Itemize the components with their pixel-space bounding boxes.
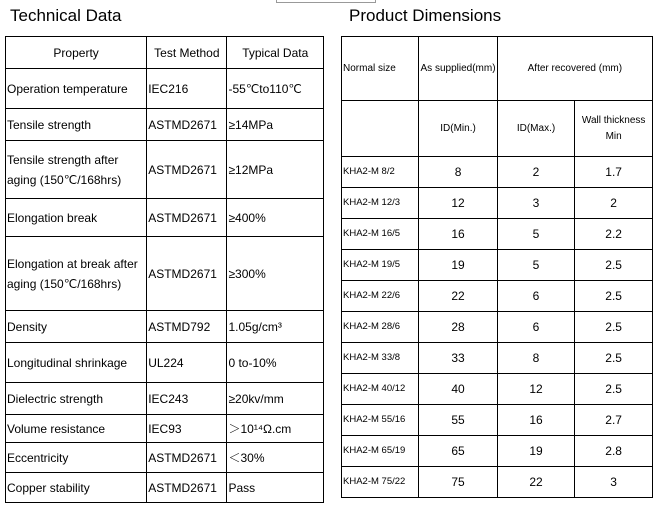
wall-cell: 2.5 — [575, 312, 653, 343]
id-max-cell: 19 — [497, 436, 575, 467]
id-max-cell: 16 — [497, 405, 575, 436]
method-cell: ASTMD2671 — [147, 141, 227, 199]
value-cell: -55℃to110℃ — [227, 69, 324, 109]
table-row — [342, 374, 653, 405]
property-cell: Dielectric strength — [6, 383, 147, 415]
property-cell: Elongation at break after aging (150℃/168hrs) — [6, 237, 147, 311]
size-cell: KHA2-M 33/8 — [342, 343, 419, 374]
id-max-cell: 2 — [497, 157, 575, 188]
size-cell: KHA2-M 75/22 — [342, 467, 419, 498]
table-row — [6, 473, 324, 503]
table-row — [6, 343, 324, 383]
method-cell: ASTMD2671 — [147, 237, 227, 311]
table-row — [6, 69, 324, 109]
id-max-cell: 22 — [497, 467, 575, 498]
id-min-cell: 12 — [419, 188, 497, 219]
id-max-cell: 8 — [497, 343, 575, 374]
value-cell: ≥14MPa — [227, 109, 324, 141]
table-row — [342, 188, 653, 219]
value-cell: ＜30% — [227, 443, 324, 473]
id-min-cell: 75 — [419, 467, 497, 498]
table-header-row — [6, 37, 324, 69]
header-test-method: Test Method — [147, 37, 227, 69]
value-cell: 1.05g/cm³ — [227, 311, 324, 343]
header-id-min: ID(Min.) — [419, 101, 497, 157]
wall-cell: 2.5 — [575, 374, 653, 405]
size-cell: KHA2-M 12/3 — [342, 188, 419, 219]
table-row — [6, 141, 324, 199]
id-min-cell: 22 — [419, 281, 497, 312]
value-cell: Pass — [227, 473, 324, 503]
header-id-max: ID(Max.) — [497, 101, 575, 157]
table-row — [342, 405, 653, 436]
technical-data-table — [5, 36, 324, 503]
id-min-cell: 28 — [419, 312, 497, 343]
method-cell: ASTMD792 — [147, 311, 227, 343]
product-dimensions-table — [341, 36, 653, 498]
table-row — [342, 312, 653, 343]
method-cell: IEC216 — [147, 69, 227, 109]
id-min-cell: 33 — [419, 343, 497, 374]
value-cell: ≥400% — [227, 199, 324, 237]
property-cell: Density — [6, 311, 147, 343]
size-cell: KHA2-M 55/16 — [342, 405, 419, 436]
property-cell: Longitudinal shrinkage — [6, 343, 147, 383]
table-row — [6, 383, 324, 415]
wall-cell: 2 — [575, 188, 653, 219]
method-cell: ASTMD2671 — [147, 199, 227, 237]
id-min-cell: 19 — [419, 250, 497, 281]
table-row — [6, 415, 324, 443]
id-max-cell: 12 — [497, 374, 575, 405]
size-cell: KHA2-M 40/12 — [342, 374, 419, 405]
product-dimensions-title: Product Dimensions — [349, 6, 502, 25]
table-row — [342, 281, 653, 312]
dims-header-row-1 — [342, 37, 653, 101]
size-cell: KHA2-M 19/5 — [342, 250, 419, 281]
id-min-cell: 55 — [419, 405, 497, 436]
id-min-cell: 65 — [419, 436, 497, 467]
size-cell: KHA2-M 22/6 — [342, 281, 419, 312]
size-cell: KHA2-M 16/5 — [342, 219, 419, 250]
table-row — [342, 250, 653, 281]
property-cell: Eccentricity — [6, 443, 147, 473]
property-cell: Tensile strength after aging (150℃/168hrs) — [6, 141, 147, 199]
method-cell: UL224 — [147, 343, 227, 383]
property-cell: Elongation break — [6, 199, 147, 237]
value-cell: ≥20kv/mm — [227, 383, 324, 415]
table-row — [6, 109, 324, 141]
wall-cell: 3 — [575, 467, 653, 498]
method-cell: ASTMD2671 — [147, 443, 227, 473]
table-row — [6, 237, 324, 311]
value-cell: ＞10¹⁴Ω.cm — [227, 415, 324, 443]
header-wall-thickness: Wall thickness Min — [575, 101, 653, 157]
id-min-cell: 40 — [419, 374, 497, 405]
value-cell: ≥300% — [227, 237, 324, 311]
wall-cell: 2.5 — [575, 281, 653, 312]
method-cell: IEC93 — [147, 415, 227, 443]
header-normal-size: Normal size — [342, 37, 419, 101]
method-cell: ASTMD2671 — [147, 473, 227, 503]
table-row — [342, 219, 653, 250]
id-max-cell: 5 — [497, 250, 575, 281]
table-row — [6, 199, 324, 237]
technical-data-title: Technical Data — [10, 6, 122, 25]
table-row — [342, 436, 653, 467]
property-cell: Tensile strength — [6, 109, 147, 141]
property-cell: Copper stability — [6, 473, 147, 503]
id-min-cell: 16 — [419, 219, 497, 250]
id-max-cell: 6 — [497, 281, 575, 312]
property-cell: Volume resistance — [6, 415, 147, 443]
value-cell: ≥12MPa — [227, 141, 324, 199]
property-cell: Operation temperature — [6, 69, 147, 109]
wall-cell: 2.2 — [575, 219, 653, 250]
header-property: Property — [6, 37, 147, 69]
size-cell: KHA2-M 28/6 — [342, 312, 419, 343]
wall-cell: 2.7 — [575, 405, 653, 436]
size-cell: KHA2-M 8/2 — [342, 157, 419, 188]
method-cell: IEC243 — [147, 383, 227, 415]
dims-header-row-2 — [342, 101, 653, 157]
header-after-recovered: After recovered (mm) — [497, 37, 652, 101]
table-row — [342, 343, 653, 374]
wall-cell: 2.5 — [575, 250, 653, 281]
header-as-supplied: As supplied(mm) — [419, 37, 497, 101]
id-max-cell: 5 — [497, 219, 575, 250]
table-row — [342, 157, 653, 188]
id-max-cell: 3 — [497, 188, 575, 219]
wall-cell: 1.7 — [575, 157, 653, 188]
wall-cell: 2.5 — [575, 343, 653, 374]
table-row — [342, 467, 653, 498]
wall-cell: 2.8 — [575, 436, 653, 467]
header-typical-data: Typical Data — [227, 37, 324, 69]
top-divider — [276, 0, 376, 3]
size-cell: KHA2-M 65/19 — [342, 436, 419, 467]
table-row — [6, 443, 324, 473]
table-row — [6, 311, 324, 343]
value-cell: 0 to-10% — [227, 343, 324, 383]
id-max-cell: 6 — [497, 312, 575, 343]
id-min-cell: 8 — [419, 157, 497, 188]
method-cell: ASTMD2671 — [147, 109, 227, 141]
header-blank — [342, 101, 419, 157]
